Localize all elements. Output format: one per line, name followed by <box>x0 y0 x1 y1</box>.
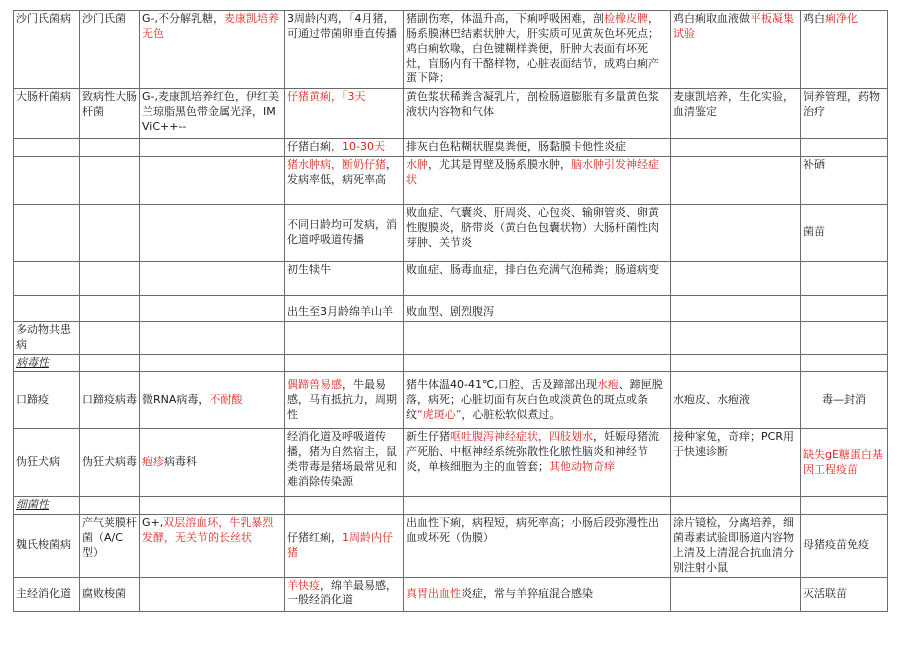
empty-cell <box>140 156 285 204</box>
empty-cell <box>671 139 801 157</box>
empty-cell <box>801 139 888 157</box>
empty-cell <box>80 261 140 295</box>
empty-cell <box>80 156 140 204</box>
empty-cell <box>801 354 888 372</box>
empty-cell <box>404 321 671 354</box>
disease-cell: 魏氏梭菌病 <box>14 515 80 577</box>
section-header: 病毒性 <box>14 354 80 372</box>
disease-cell: 伪狂犬病 <box>14 429 80 497</box>
pathogen-cell: 口蹄疫病毒 <box>80 372 140 429</box>
empty-cell <box>80 204 140 261</box>
empty-cell <box>285 354 404 372</box>
prevention-cell: 菌苗 <box>801 204 888 261</box>
empty-cell <box>671 156 801 204</box>
symptom-cell: 猪副伤寒，体温升高，下痢呼吸困难，剖检橡皮脾，肠系膜淋巴结素状肿大，肝实质可见黄灰色坏死点； 鸡白痢软喙，白色键糊样粪便，肝肿大表面有坏死灶，盲肠内有干酪样物，心脏表面结节，成鸡白痢产蛋下降； <box>404 11 671 89</box>
empty-cell <box>801 295 888 321</box>
empty-cell <box>80 139 140 157</box>
empty-cell <box>14 156 80 204</box>
table-row <box>14 577 888 611</box>
diagnosis-cell: 鸡白痢取血液做平板凝集试验 <box>671 11 801 89</box>
table-row <box>14 372 888 429</box>
empty-cell <box>140 295 285 321</box>
symptom-cell: 败血症、气囊炎、肝周炎、心包炎、输卵管炎、卵黄性腹膜炎，脐带炎（黄白色包囊状物）大肠杆菌性肉芽肿、关节炎 <box>404 204 671 261</box>
table-row <box>14 156 888 204</box>
table-row <box>14 204 888 261</box>
table-row <box>14 295 888 321</box>
empty-cell <box>14 295 80 321</box>
pathogen-cell: 腐败梭菌 <box>80 577 140 611</box>
empty-cell <box>80 497 140 515</box>
epidemiology-cell: 经消化道及呼吸道传播，猪为自然宿主，鼠类带毒是猪场最常见和难消除传染源 <box>285 429 404 497</box>
empty-cell <box>404 497 671 515</box>
empty-cell <box>671 497 801 515</box>
diagnosis-cell: 麦康凯培养，生化实验，血清鉴定 <box>671 89 801 139</box>
symptom-cell: 水肿，尤其是胃壁及肠系膜水肿，脑水肿引发神经症状 <box>404 156 671 204</box>
epidemiology-cell: 羊快疫，绵羊最易感，一般经消化道 <box>285 577 404 611</box>
empty-cell <box>14 261 80 295</box>
symptom-cell: 猪牛体温40-41℃,口腔、舌及蹄部出现水疱、蹄匣脱落，病死；心脏切面有灰白色或淡黄色的斑点或条纹“虎斑心”，心脏松软似煮过。 <box>404 372 671 429</box>
empty-cell <box>80 354 140 372</box>
table-row <box>14 429 888 497</box>
characteristic-cell: 微RNA病毒，不耐酸 <box>140 372 285 429</box>
empty-cell <box>14 204 80 261</box>
empty-cell <box>285 497 404 515</box>
epidemiology-cell: 仔猪红痢，1周龄内仔猪 <box>285 515 404 577</box>
symptom-cell: 出血性下痢，病程短，病死率高；小肠后段弥漫性出血或坏死（伪膜） <box>404 515 671 577</box>
prevention-cell: 灭活联苗 <box>801 577 888 611</box>
symptom-cell: 排灰白色粘糊状腥臭粪便，肠黏膜卡他性炎症 <box>404 139 671 157</box>
empty-cell <box>671 321 801 354</box>
disease-cell: 沙门氏菌病 <box>14 11 80 89</box>
empty-cell <box>14 139 80 157</box>
pathogen-cell: 沙门氏菌 <box>80 11 140 89</box>
epidemiology-cell: 仔猪白痢，10-30天 <box>285 139 404 157</box>
pathogen-cell: 产气荚膜杆菌（A/C型） <box>80 515 140 577</box>
empty-cell <box>801 321 888 354</box>
empty-cell <box>801 261 888 295</box>
epidemiology-cell: 偶蹄兽易感，牛最易感，马有抵抗力，周期性 <box>285 372 404 429</box>
epidemiology-cell: 仔猪黄痢，「3天 <box>285 89 404 139</box>
empty-cell <box>140 139 285 157</box>
epidemiology-cell: 出生至3月龄绵羊山羊 <box>285 295 404 321</box>
pathogen-cell: 伪狂犬病毒 <box>80 429 140 497</box>
table-row <box>14 321 888 354</box>
disease-cell: 主经消化道 <box>14 577 80 611</box>
prevention-cell: 毒—封消 <box>801 372 888 429</box>
empty-cell <box>671 577 801 611</box>
section-row <box>14 354 888 372</box>
empty-cell <box>140 497 285 515</box>
diagnosis-cell: 涂片镜检，分离培养，细菌毒素试验即肠道内容物上清及上清混合抗血清分别注射小鼠 <box>671 515 801 577</box>
empty-cell <box>671 354 801 372</box>
table-row <box>14 89 888 139</box>
characteristic-cell: G-,麦康凯培养红色，伊红美兰琼脂黑色带金属光泽，IMViC++-- <box>140 89 285 139</box>
section-header: 细菌性 <box>14 497 80 515</box>
empty-cell <box>140 321 285 354</box>
section-row <box>14 497 888 515</box>
epidemiology-cell: 猪水肿病，断奶仔猪，发病率低，病死率高 <box>285 156 404 204</box>
disease-cell: 大肠杆菌病 <box>14 89 80 139</box>
characteristic-cell: G+,双层溶血环，牛乳暴烈发酵，无关节的长丝状 <box>140 515 285 577</box>
characteristic-cell: 疱疹病毒科 <box>140 429 285 497</box>
disease-cell: 口蹄疫 <box>14 372 80 429</box>
empty-cell <box>80 321 140 354</box>
empty-cell <box>140 261 285 295</box>
pathogen-cell: 致病性大肠杆菌 <box>80 89 140 139</box>
empty-cell <box>80 295 140 321</box>
symptom-cell: 败血症、肠毒血症，排白色充满气泡稀粪；肠道病变 <box>404 261 671 295</box>
symptom-cell: 新生仔猪呕吐腹泻神经症状，四肢划水，妊娠母猪流产死胎、中枢神经系统弥散性化脓性脑炎和神经节炎，单核细胞为主的血管套；其他动物奇痒 <box>404 429 671 497</box>
prevention-cell: 鸡白痢净化 <box>801 11 888 89</box>
prevention-cell: 母猪疫苗免疫 <box>801 515 888 577</box>
empty-cell <box>140 354 285 372</box>
empty-cell <box>140 577 285 611</box>
symptom-cell: 败血型、剧烈腹泻 <box>404 295 671 321</box>
empty-cell <box>671 261 801 295</box>
disease-table <box>13 10 888 612</box>
prevention-cell: 补硒 <box>801 156 888 204</box>
diagnosis-cell: 水疱皮、水疱液 <box>671 372 801 429</box>
empty-cell <box>140 204 285 261</box>
epidemiology-cell: 初生犊牛 <box>285 261 404 295</box>
characteristic-cell: G-,不分解乳糖，麦康凯培养无色 <box>140 11 285 89</box>
table-row <box>14 261 888 295</box>
epidemiology-cell: 不同日龄均可发病，消化道呼吸道传播 <box>285 204 404 261</box>
table-row <box>14 139 888 157</box>
empty-cell <box>285 321 404 354</box>
prevention-cell: 缺失gE糖蛋白基因工程疫苗 <box>801 429 888 497</box>
empty-cell <box>671 295 801 321</box>
diagnosis-cell: 接种家兔，奇痒；PCR用于快速诊断 <box>671 429 801 497</box>
symptom-cell: 真胃出血性炎症，常与羊猝疽混合感染 <box>404 577 671 611</box>
table-row <box>14 11 888 89</box>
table-row <box>14 515 888 577</box>
symptom-cell: 黄色浆状稀粪含凝乳片，剖检肠道膨胀有多量黄色浆液状内容物和气体 <box>404 89 671 139</box>
disease-cell: 多动物共患病 <box>14 321 80 354</box>
prevention-cell: 饲养管理，药物治疗 <box>801 89 888 139</box>
empty-cell <box>671 204 801 261</box>
empty-cell <box>404 354 671 372</box>
epidemiology-cell: 3周龄内鸡，「4月猪，可通过带菌卵垂直传播 <box>285 11 404 89</box>
empty-cell <box>801 497 888 515</box>
